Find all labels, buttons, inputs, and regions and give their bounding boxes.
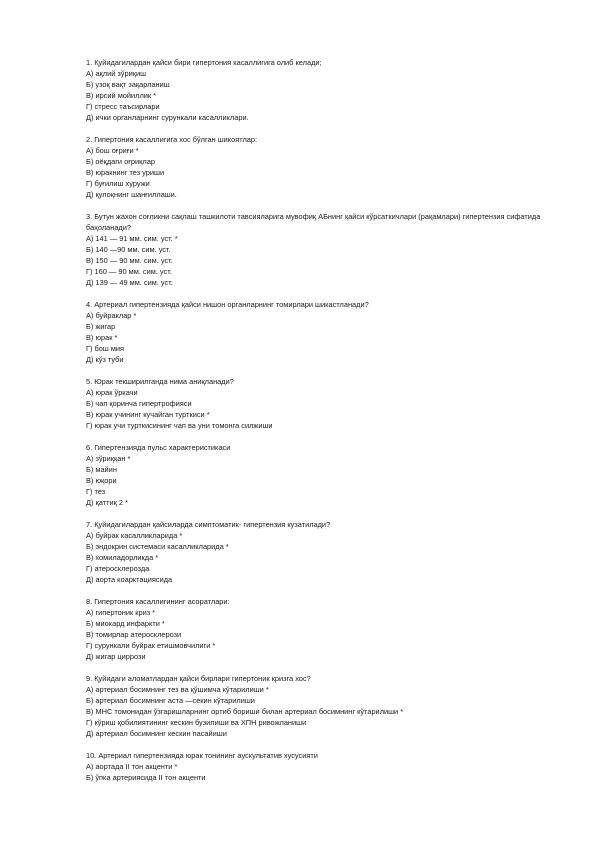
question-block xyxy=(86,376,556,431)
answer-option: В) юракнинг тез уриши xyxy=(86,168,165,177)
answer-option: А) ақлий зўриқиш xyxy=(86,69,147,78)
answer-option: В) юқори xyxy=(86,476,117,485)
answer-option: Д) ички органларнинг сурункали касалликлари. xyxy=(86,113,249,122)
question-text: 4. Артериал гипертензияда қайси нишон органларнинг томирлари шикастланади? xyxy=(86,300,369,309)
answer-option: Д) кўз туби xyxy=(86,355,124,364)
question-text: 10. Артериал гипертензияда юрак тонининг аускультатив хусусияти xyxy=(86,751,318,760)
answer-option: В) юрак * xyxy=(86,333,118,342)
answer-option: А) гипертоник криз * xyxy=(86,608,156,617)
answer-option: Д) қаттиқ 2 * xyxy=(86,498,128,507)
question-block xyxy=(86,299,556,365)
answer-option: Г) кўриш қобилиятининг кескин бузилиши ва ХПН ривожланиши xyxy=(86,718,307,727)
answer-option: Г) стресс таъсирлари xyxy=(86,102,160,111)
answer-option: А) зўриққан * xyxy=(86,454,131,463)
answer-option: Д) қулоқнинг шанғиллаши. xyxy=(86,190,177,199)
question-text: 6. Гипертензияда пульс характеристикаси xyxy=(86,443,231,452)
question-text: 3. Бутун жахон соғликни сақлаш ташкилоти тавсияларига мувофиқ АБнинг қайси кўрсаткичлари (рақамлари) гипертензия сифатида баҳоланади? xyxy=(86,212,541,232)
answer-option: Д) 139 — 49 мм. сим. уст. xyxy=(86,278,173,287)
question-text: 8. Гипертония касаллигининг асоратлари: xyxy=(86,597,230,606)
question-block xyxy=(86,596,556,662)
answer-option: Б) майин xyxy=(86,465,117,474)
question-block xyxy=(86,519,556,585)
answer-option: Д) жигар циррози xyxy=(86,652,146,661)
answer-option: А) буйрак касалликларида * xyxy=(86,531,183,540)
question-text: 5. Юрак текширилганда нима аниқланади? xyxy=(86,377,234,386)
question-block xyxy=(86,134,556,200)
answer-option: Б) чап қоринча гипертрофияси xyxy=(86,399,192,408)
answer-option: А) 141 — 91 мм. сим. уст. * xyxy=(86,234,178,243)
answer-option: Г) 160 — 90 мм. сим. уст. xyxy=(86,267,172,276)
answer-option: В) 150 — 90 мм. сим. уст. xyxy=(86,256,173,265)
question-text: 7. Қуйидагилардан қайсиларда симптоматик- гипертензия кузатилади? xyxy=(86,520,331,529)
question-block xyxy=(86,57,556,123)
answer-option: Б) узоқ вақт зақарланиш xyxy=(86,80,170,89)
answer-option: А) артериал босимнинг тез ва қўшимча кўтарилиши * xyxy=(86,685,269,694)
answer-option: В) МНС томонидан ўзгаришларнинг ортиб бориши билан артериал босимнинг кўтарилиши * xyxy=(86,707,404,716)
answer-option: А) бош оғриғи * xyxy=(86,146,139,155)
answer-option: Д) аорта коарктациясида xyxy=(86,575,173,584)
question-text: 1. Қуйидагилардан қайси бири гипертония касаллигига олиб келади; xyxy=(86,58,322,67)
question-text: 9. Қуйидаги аломатлардан қайси бирлари гипертоник кризга хос? xyxy=(86,674,311,683)
answer-option: Б) миокард инфаркти * xyxy=(86,619,165,628)
answer-option: Г) тез xyxy=(86,487,106,496)
answer-option: Г) буғилиш хуружи xyxy=(86,179,150,188)
answer-option: Б) ўпка артериясида II тон акценти xyxy=(86,773,206,782)
answer-option: В) томирлар атеросклерози xyxy=(86,630,182,639)
answer-option: А) буйраклар * xyxy=(86,311,137,320)
answer-option: В) ирсий мойиллик * xyxy=(86,91,157,100)
answer-option: Г) сурункали буйрак етишмовчилиги * xyxy=(86,641,216,650)
question-text: 2. Гипертония касаллигига хос бўлган шикоятлар: xyxy=(86,135,258,144)
answer-option: Б) артериал босимнинг аста —секин кўтарилиши xyxy=(86,696,255,705)
answer-option: Г) юрак учи турткисининг чап ва уни томонга силжиши xyxy=(86,421,273,430)
question-block xyxy=(86,211,556,288)
answer-option: В) юрак учининг кучайган турткиси * xyxy=(86,410,210,419)
answer-option: В) хомиладорликда * xyxy=(86,553,159,562)
answer-option: Г) атеросклерозда xyxy=(86,564,150,573)
answer-option: Д) артериал босимнинг кескин пасайиши xyxy=(86,729,227,738)
question-block xyxy=(86,673,556,739)
question-block xyxy=(86,442,556,508)
answer-option: Б) жигар xyxy=(86,322,116,331)
answer-option: Б) 140 —90 мм. сим. уст. xyxy=(86,245,171,254)
answer-option: Г) бош мия xyxy=(86,344,125,353)
answer-option: Б) оёқдаги оғриқлар xyxy=(86,157,155,166)
question-block xyxy=(86,750,556,783)
answer-option: А) аортада II тон акценти * xyxy=(86,762,178,771)
answer-option: А) юрак ўркачи xyxy=(86,388,138,397)
answer-option: Б) эндокрин системаси касалликларида * xyxy=(86,542,229,551)
